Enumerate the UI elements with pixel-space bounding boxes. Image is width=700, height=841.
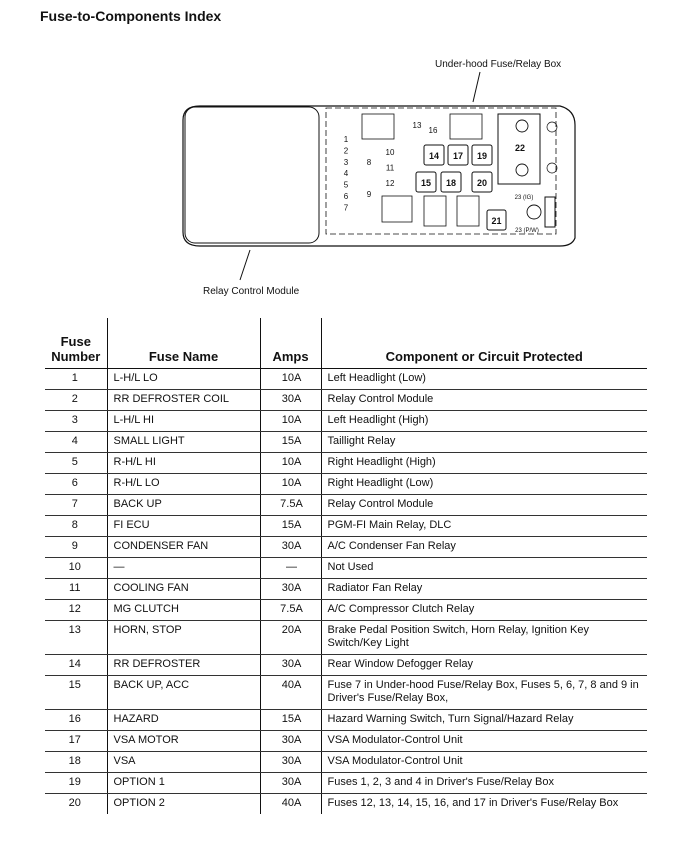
fuse-label-2: 2 [343, 146, 349, 156]
cell-fuse-name: L-H/L LO [107, 369, 260, 390]
cell-fuse-number: 11 [45, 579, 107, 600]
cell-fuse-number: 18 [45, 752, 107, 773]
cell-amps: 15A [260, 432, 321, 453]
header-fuse-number-line1: Fuse [60, 334, 91, 349]
fuse-slot [362, 114, 394, 139]
fuse-box-diagram [0, 0, 700, 310]
cell-amps: 30A [260, 579, 321, 600]
screw-icon [527, 205, 541, 219]
cell-amps: 20A [260, 621, 321, 655]
fuse-label-9: 9 [366, 190, 372, 199]
table-row [45, 369, 647, 390]
table-row [45, 537, 647, 558]
cell-fuse-number: 19 [45, 773, 107, 794]
fuse-label-23-pw: 23 (P/W) [515, 228, 539, 234]
cell-component: Relay Control Module [321, 390, 647, 411]
cell-fuse-number: 8 [45, 516, 107, 537]
relay-label-17: 17 [452, 151, 464, 161]
fuse-index-table-wrap [45, 318, 647, 814]
cell-component: Right Headlight (Low) [321, 474, 647, 495]
cell-amps: 40A [260, 676, 321, 710]
cell-fuse-name: VSA [107, 752, 260, 773]
cell-fuse-name: R-H/L LO [107, 474, 260, 495]
cell-fuse-name: R-H/L HI [107, 453, 260, 474]
cell-fuse-number: 10 [45, 558, 107, 579]
cell-amps: 7.5A [260, 600, 321, 621]
table-row [45, 411, 647, 432]
cell-fuse-number: 16 [45, 710, 107, 731]
cell-amps: 10A [260, 453, 321, 474]
cell-component: Fuses 12, 13, 14, 15, 16, and 17 in Driver's Fuse/Relay Box [321, 794, 647, 815]
cell-fuse-name: RR DEFROSTER COIL [107, 390, 260, 411]
relay-label-18: 18 [445, 178, 457, 188]
cell-fuse-number: 3 [45, 411, 107, 432]
fuse-label-11: 11 [385, 163, 395, 173]
cell-amps: 30A [260, 537, 321, 558]
relay-label-22: 22 [514, 143, 526, 153]
cell-component: Hazard Warning Switch, Turn Signal/Hazard Relay [321, 710, 647, 731]
cell-fuse-number: 20 [68, 797, 81, 809]
cell-fuse-number: 14 [45, 655, 107, 676]
relay-label-20: 20 [476, 178, 488, 188]
cell-fuse-name: HAZARD [107, 710, 260, 731]
cell-amps: 15A [260, 710, 321, 731]
cell-amps: 30A [260, 752, 321, 773]
table-row [45, 600, 647, 621]
fuse-label-3: 3 [343, 157, 349, 167]
table-header-row [45, 318, 647, 369]
fuse-index-table [45, 318, 647, 814]
cell-fuse-number: 2 [45, 390, 107, 411]
cell-fuse-number: 17 [45, 731, 107, 752]
table-row [45, 390, 647, 411]
table-row [45, 752, 647, 773]
table-row [45, 579, 647, 600]
header-fuse-number-line2: Number [51, 349, 101, 364]
cell-component: A/C Compressor Clutch Relay [321, 600, 647, 621]
relay-label-19: 19 [476, 151, 488, 161]
table-row [45, 710, 647, 731]
cell-amps: 30A [260, 655, 321, 676]
page-title: Fuse-to-Components Index [40, 8, 222, 24]
cell-amps: 30A [260, 773, 321, 794]
cell-fuse-number: 5 [45, 453, 107, 474]
mount-hole-icon [547, 122, 557, 132]
fuse-label-6: 6 [343, 192, 349, 201]
cell-component: VSA Modulator-Control Unit [321, 752, 647, 773]
relay-control-module [185, 107, 319, 243]
mount-hole-icon [547, 163, 557, 173]
cell-fuse-name: OPTION 2 [107, 794, 260, 815]
table-row [45, 453, 647, 474]
table-row [45, 474, 647, 495]
table-row [45, 432, 647, 453]
header-amps: Amps [260, 318, 321, 369]
cell-fuse-name: HORN, STOP [107, 621, 260, 655]
fuse-slot [424, 196, 446, 226]
cell-component: Fuse 7 in Under-hood Fuse/Relay Box, Fuses 5, 6, 7, 8 and 9 in Driver's Fuse/Relay Box, [321, 676, 647, 710]
header-component: Component or Circuit Protected [321, 318, 647, 369]
fuse-label-13: 13 [412, 121, 422, 130]
cell-fuse-number: 15 [45, 676, 107, 710]
callout-leader-bottom [240, 250, 250, 280]
cell-component: Radiator Fan Relay [321, 579, 647, 600]
cell-component: PGM-FI Main Relay, DLC [321, 516, 647, 537]
fuse-label-7: 7 [343, 203, 349, 213]
fuse-23-body [545, 197, 555, 227]
relay-label-15: 15 [420, 178, 432, 188]
table-row [45, 655, 647, 676]
cell-amps: 7.5A [260, 495, 321, 516]
cell-fuse-name: BACK UP [107, 495, 260, 516]
cell-component: Brake Pedal Position Switch, Horn Relay, Ignition Key Switch/Key Light [321, 621, 647, 655]
cell-component: Relay Control Module [321, 495, 647, 516]
cell-fuse-number: 9 [45, 537, 107, 558]
table-row [45, 621, 647, 655]
cell-fuse-name: OPTION 1 [107, 773, 260, 794]
cell-fuse-name: VSA MOTOR [107, 731, 260, 752]
cell-component: Not Used [321, 558, 647, 579]
cell-fuse-number: 13 [45, 621, 107, 655]
fuse-panel [326, 108, 556, 234]
callout-leader-top [473, 72, 480, 102]
fuse-label-1: 1 [343, 135, 349, 144]
cell-component: A/C Condenser Fan Relay [321, 537, 647, 558]
cell-amps: 10A [260, 411, 321, 432]
cell-fuse-name: FI ECU [107, 516, 260, 537]
fuse-label-8: 8 [366, 158, 372, 167]
table-row [45, 731, 647, 752]
cell-component: Left Headlight (High) [321, 411, 647, 432]
table-row [45, 676, 647, 710]
table-row [45, 495, 647, 516]
fuse-slot [457, 196, 479, 226]
cell-component: Taillight Relay [321, 432, 647, 453]
cell-fuse-number: 4 [45, 432, 107, 453]
fuse-label-5: 5 [343, 180, 349, 190]
cell-fuse-name: COOLING FAN [107, 579, 260, 600]
callout-underhood-box: Under-hood Fuse/Relay Box [435, 59, 562, 70]
header-fuse-number [45, 318, 107, 369]
relay-label-14: 14 [428, 151, 440, 161]
screw-icon [516, 120, 528, 132]
fuse-label-10: 10 [385, 148, 395, 157]
cell-amps: 30A [260, 731, 321, 752]
cell-fuse-name: SMALL LIGHT [107, 432, 260, 453]
table-row [45, 558, 647, 579]
cell-component: Rear Window Defogger Relay [321, 655, 647, 676]
fuse-label-23-ig: 23 (IG) [514, 195, 534, 201]
cell-fuse-number: 12 [45, 600, 107, 621]
cell-fuse-name: BACK UP, ACC [107, 676, 260, 710]
cell-fuse-number: 7 [45, 495, 107, 516]
fuse-label-16: 16 [428, 126, 438, 135]
cell-fuse-name: CONDENSER FAN [107, 537, 260, 558]
table-row [45, 773, 647, 794]
cell-component: VSA Modulator-Control Unit [321, 731, 647, 752]
cell-fuse-name: RR DEFROSTER [107, 655, 260, 676]
cell-fuse-name: L-H/L HI [107, 411, 260, 432]
cell-component: Fuses 1, 2, 3 and 4 in Driver's Fuse/Relay Box [321, 773, 647, 794]
fuse-label-4: 4 [343, 169, 349, 179]
header-fuse-name: Fuse Name [107, 318, 260, 369]
cell-component: Left Headlight (Low) [321, 369, 647, 390]
cell-fuse-number: 1 [45, 369, 107, 390]
cell-fuse-name: MG CLUTCH [107, 600, 260, 621]
cell-amps: 10A [260, 474, 321, 495]
fuse-slot [450, 114, 482, 139]
screw-icon [516, 164, 528, 176]
cell-amps: — [260, 558, 321, 579]
cell-amps: 10A [260, 369, 321, 390]
cell-component: Right Headlight (High) [321, 453, 647, 474]
callout-relay-control-module: Relay Control Module [203, 286, 300, 297]
fuse-label-12: 12 [385, 179, 395, 188]
cell-amps: 40A [260, 794, 321, 815]
cell-fuse-name: — [107, 558, 260, 579]
relay-label-21: 21 [491, 216, 502, 226]
cell-amps: 30A [260, 390, 321, 411]
cell-amps: 15A [260, 516, 321, 537]
table-row [45, 516, 647, 537]
fuse-slot [382, 196, 412, 222]
table-row [45, 794, 647, 815]
cell-fuse-number: 6 [45, 474, 107, 495]
